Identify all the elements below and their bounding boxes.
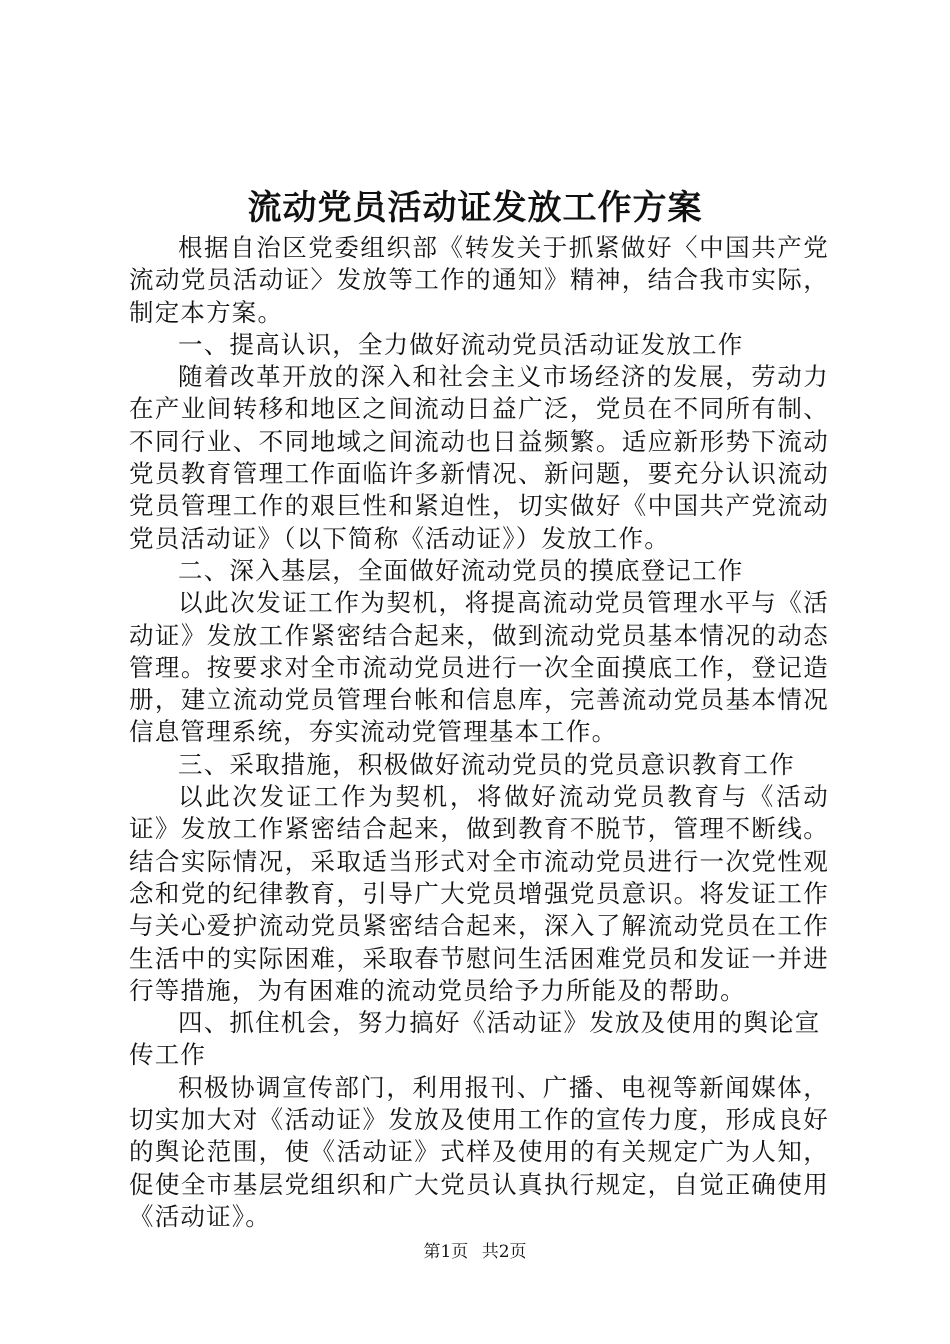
intro-paragraph: 根据自治区党委组织部《转发关于抓紧做好〈中国共产党流动党员活动证〉发放等工作的通知》精神，结合我市实际，制定本方案。 — [129, 233, 829, 327]
section-paragraph-3: 以此次发证工作为契机，将做好流动党员教育与《活动证》发放工作紧密结合起来，做到教育不脱节，管理不断线。结合实际情况，采取适当形式对全市流动党员进行一次党性观念和党的纪律教育，引导广大党员增强党员意识。将发证工作与关心爱护流动党员紧密结合起来，深入了解流动党员在工作生活中的实际困难，采取春节慰问生活困难党员和发证一并进行等措施，为有困难的流动党员给予力所能及的帮助。 — [129, 782, 829, 1005]
section-paragraph-4: 积极协调宣传部门，利用报刊、广播、电视等新闻媒体，切实加大对《活动证》发放及使用工作的宣传力度，形成良好的舆论范围，使《活动证》式样及使用的有关规定广为人知，促使全市基层党组织和广大党员认真执行规定，自觉正确使用《活动证》。 — [129, 1072, 829, 1231]
section-heading-2: 二、深入基层，全面做好流动党员的摸底登记工作 — [178, 555, 744, 585]
section-paragraph-2: 以此次发证工作为契机，将提高流动党员管理水平与《活动证》发放工作紧密结合起来，做到流动党员基本情况的动态管理。按要求对全市流动党员进行一次全面摸底工作，登记造册，建立流动党员管理台帐和信息库，完善流动党员基本情况信息管理系统，夯实流动党管理基本工作。 — [129, 588, 829, 747]
page-total: 共2页 — [481, 1242, 527, 1262]
document-body — [129, 232, 829, 1233]
section-heading-3: 三、采取措施，积极做好流动党员的党员意识教育工作 — [178, 749, 795, 779]
section-paragraph-1: 随着改革开放的深入和社会主义市场经济的发展，劳动力在产业间转移和地区之间流动日益广泛，党员在不同所有制、不同行业、不同地域之间流动也日益频繁。适应新形势下流动党员教育管理工作面临许多新情况、新问题，要充分认识流动党员管理工作的艰巨性和紧迫性，切实做好《中国共产党流动党员活动证》（以下简称《活动证》）发放工作。 — [129, 362, 829, 553]
document-title: 流动党员活动证发放工作方案 — [247, 188, 703, 228]
page-number: 第1页 — [423, 1242, 469, 1262]
section-heading-4: 四、抓住机会，努力搞好《活动证》发放及使用的舆论宣传工作 — [129, 1008, 821, 1070]
page-footer — [0, 1240, 950, 1264]
section-heading-1: 一、提高认识，全力做好流动党员活动证发放工作 — [178, 329, 744, 359]
